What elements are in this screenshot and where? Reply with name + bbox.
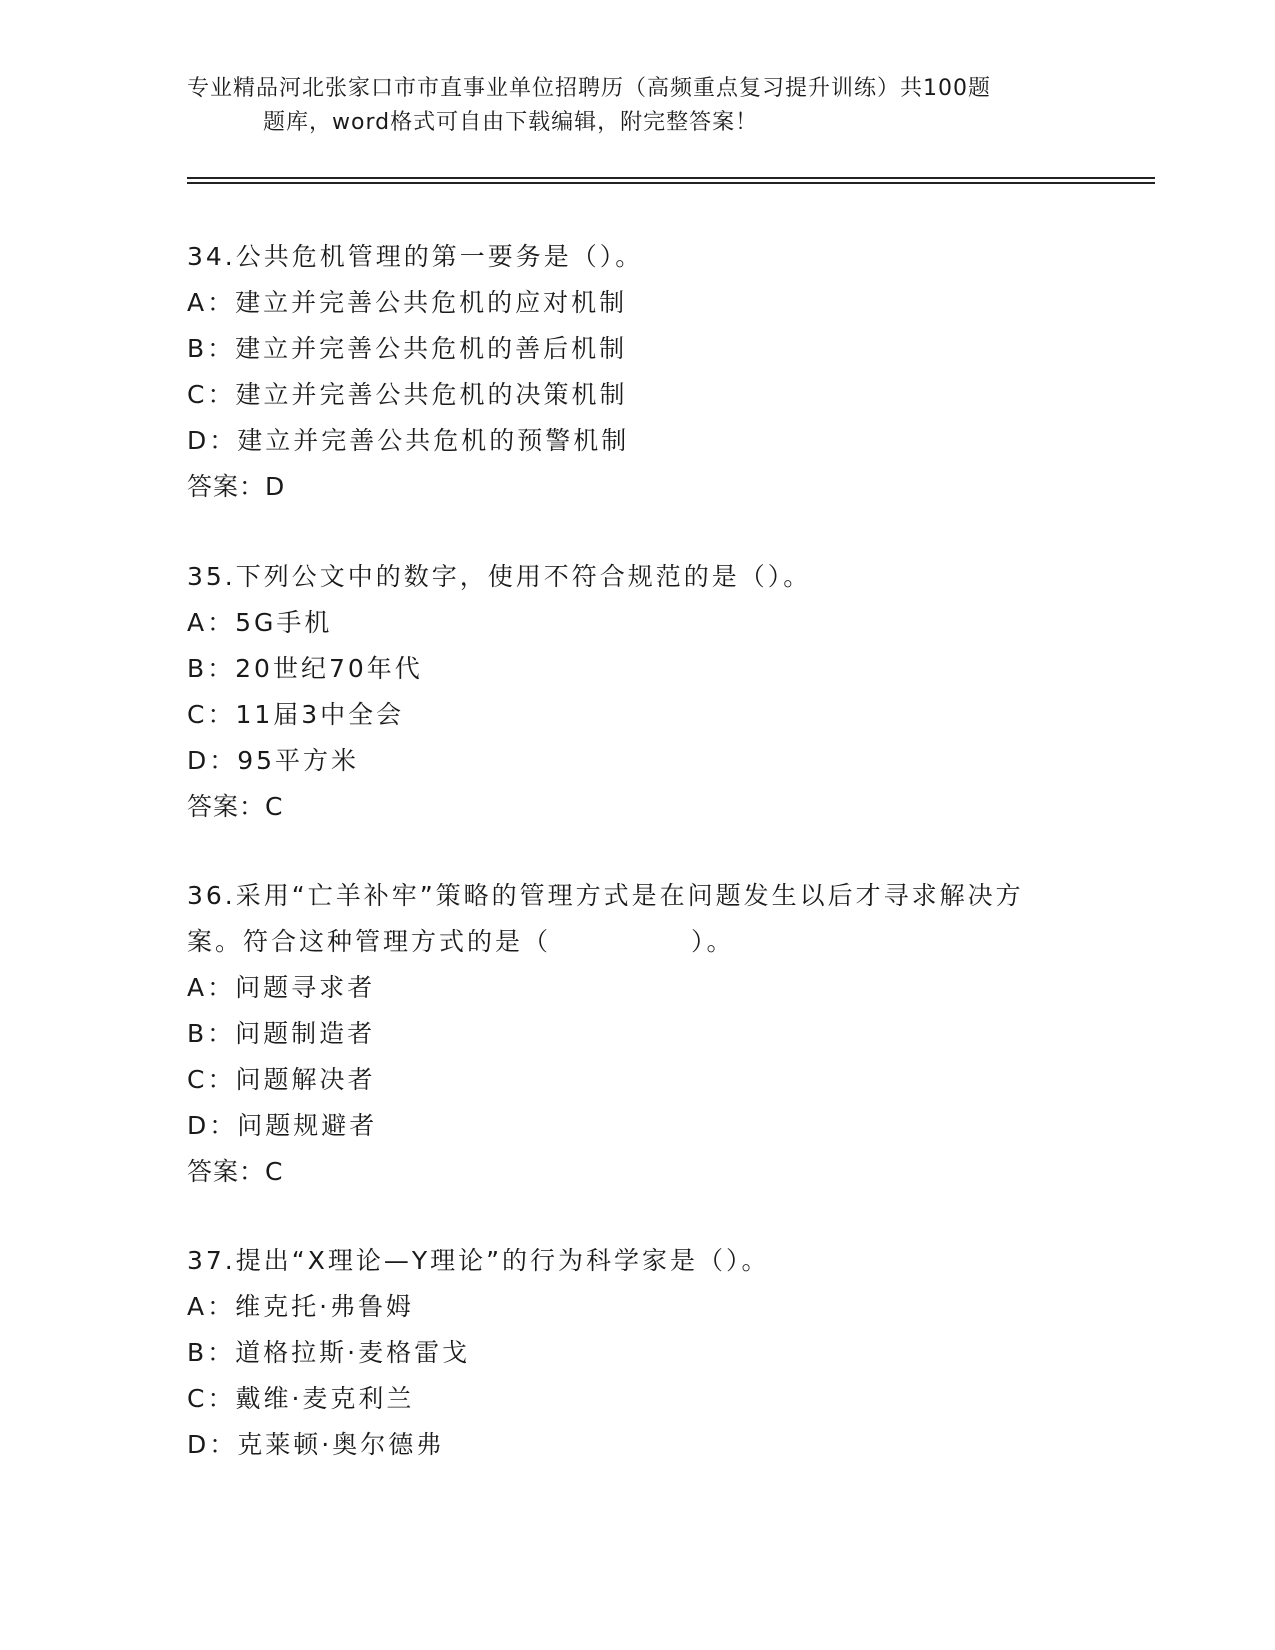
option-a: A：建立并完善公共危机的应对机制	[187, 288, 628, 317]
option-c: C：戴维·麦克利兰	[187, 1384, 415, 1413]
answer-line: 答案：C	[187, 1157, 284, 1186]
question-block	[187, 1238, 1087, 1468]
option-c: C：11届3中全会	[187, 700, 405, 729]
header-title-line-2: 题库，word格式可自由下载编辑，附完整答案！	[263, 110, 759, 135]
question-block	[187, 873, 1087, 1195]
option-d: D：问题规避者	[187, 1111, 378, 1140]
option-b: B：20世纪70年代	[187, 654, 423, 683]
document-header	[187, 72, 1087, 140]
option-d: D：95平方米	[187, 746, 360, 775]
option-d: D：克莱顿·奥尔德弗	[187, 1430, 445, 1459]
answer-line: 答案：D	[187, 472, 286, 501]
answer-line: 答案：C	[187, 792, 284, 821]
option-a: A：5G手机	[187, 608, 333, 637]
header-title-line-1: 专业精品河北张家口市市直事业单位招聘历（高频重点复习提升训练）共100题	[187, 76, 991, 101]
option-b: B：问题制造者	[187, 1019, 376, 1048]
option-a: A：维克托·弗鲁姆	[187, 1292, 415, 1321]
question-stem: 35.下列公文中的数字，使用不符合规范的是（）。	[187, 562, 812, 591]
option-b: B：道格拉斯·麦格雷戈	[187, 1338, 471, 1367]
question-stem: 37.提出“X理论—Y理论”的行为科学家是（）。	[187, 1246, 770, 1275]
option-d: D：建立并完善公共危机的预警机制	[187, 426, 630, 455]
question-block	[187, 554, 1087, 830]
question-block	[187, 234, 1087, 510]
question-stem-line-2: 案。符合这种管理方式的是（ ）。	[187, 927, 735, 956]
question-stem: 34.公共危机管理的第一要务是（）。	[187, 242, 644, 271]
option-c: C：问题解决者	[187, 1065, 376, 1094]
option-c: C：建立并完善公共危机的决策机制	[187, 380, 628, 409]
option-a: A：问题寻求者	[187, 973, 376, 1002]
header-divider-bottom	[187, 182, 1155, 184]
question-stem-line-1: 36.采用“亡羊补牢”策略的管理方式是在问题发生以后才寻求解决方	[187, 881, 1024, 910]
option-b: B：建立并完善公共危机的善后机制	[187, 334, 628, 363]
header-divider-top	[187, 177, 1155, 179]
